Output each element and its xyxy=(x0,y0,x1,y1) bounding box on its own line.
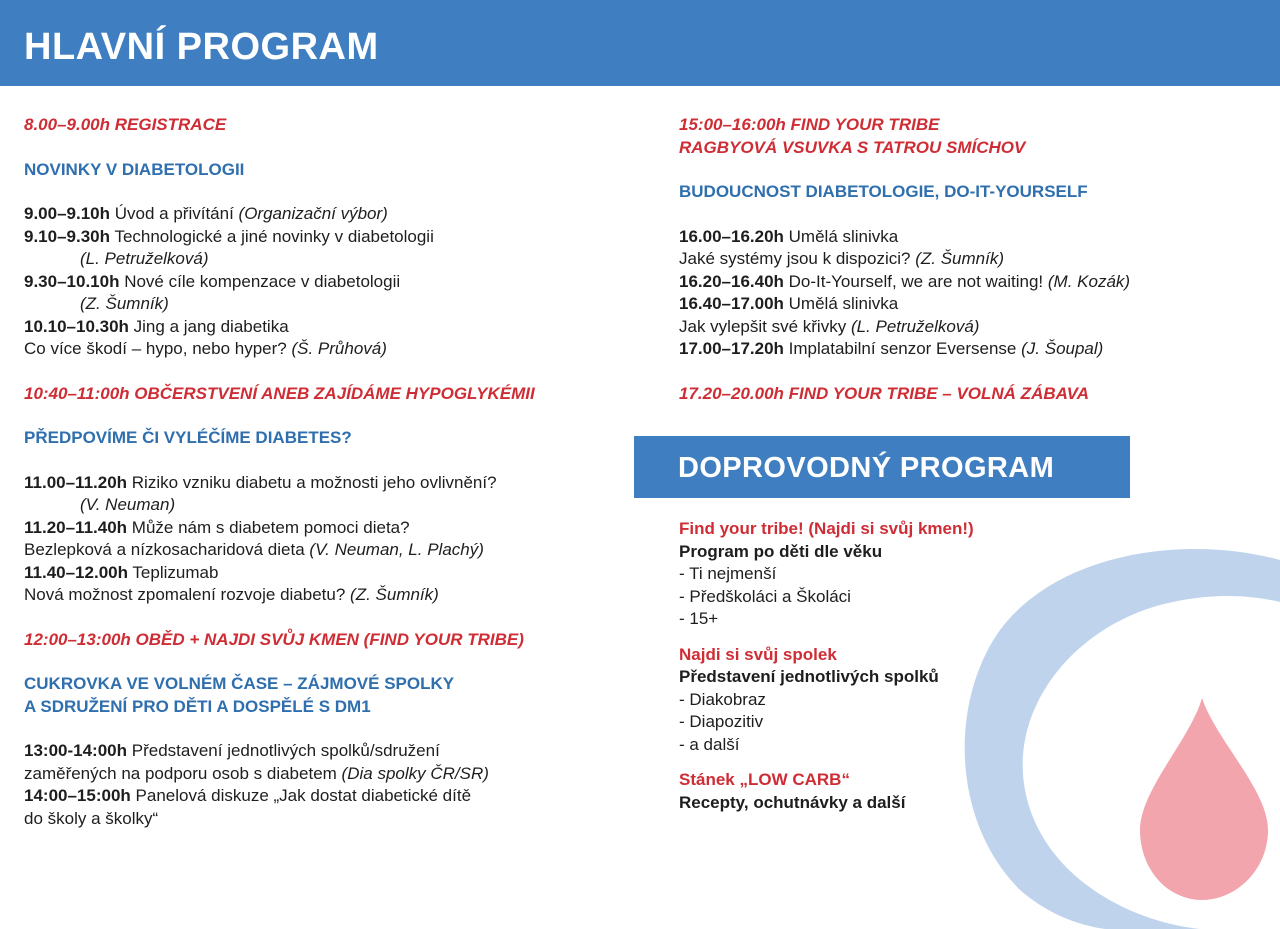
list-item: - 15+ xyxy=(679,609,719,628)
group-title: Najdi si svůj spolek xyxy=(679,644,837,664)
program-item: 10.10–10.30h Jing a jang diabetika xyxy=(24,316,289,336)
header-bar xyxy=(0,0,1280,86)
speaker: (V. Neuman) xyxy=(80,495,176,514)
program-subline: Bezlepková a nízkosacharidová dieta (V. Neuman, L. Plachý) xyxy=(24,540,484,559)
program-subline: do školy a školky“ xyxy=(24,808,159,828)
break-label: 10:40–11:00h OBČERSTVENÍ ANEB ZAJÍDÁME HYPOGLYKÉMII xyxy=(24,383,535,403)
registration-label: 8.00–9.00h REGISTRACE xyxy=(24,115,227,134)
companion-program-list xyxy=(679,518,1079,814)
group-title: Stánek „LOW CARB“ xyxy=(679,770,850,789)
blood-drop-shape xyxy=(1140,698,1268,900)
program-item: 11.40–12.00h Teplizumab xyxy=(24,562,219,582)
program-subline: Jaké systémy jsou k dispozici? (Z. Šumník) xyxy=(679,249,1005,268)
group-subtitle: Představení jednotlivých spolků xyxy=(679,667,939,686)
speaker: (L. Petruželková) xyxy=(80,249,209,268)
program-item: 14:00–15:00h Panelová diskuze „Jak dostat diabetické dítě xyxy=(24,786,472,805)
program-subline: Nová možnost zpomalení rozvoje diabetu? (Z. Šumník) xyxy=(24,585,439,604)
program-item: 16.20–16.40h Do-It-Yourself, we are not waiting! (M. Kozák) xyxy=(679,271,1131,291)
group-title: Find your tribe! (Najdi si svůj kmen!) xyxy=(679,519,974,538)
tribe-label-2: RAGBYOVÁ VSUVKA S TATROU SMÍCHOV xyxy=(679,137,1026,157)
program-item: 16.00–16.20h Umělá slinivka xyxy=(679,226,899,246)
page-title: HLAVNÍ PROGRAM xyxy=(24,26,379,68)
right-column xyxy=(679,114,1269,405)
section-title-budoucnost: BUDOUCNOST DIABETOLOGIE, DO-IT-YOURSELF xyxy=(679,182,1088,201)
list-item: - Diakobraz xyxy=(679,689,766,709)
left-column xyxy=(24,114,624,830)
program-item: 16.40–17.00h Umělá slinivka xyxy=(679,294,899,313)
section-title-predpovime: PŘEDPOVÍME ČI VYLÉČÍME DIABETES? xyxy=(24,428,352,447)
program-item: 9.00–9.10h Úvod a přivítání (Organizační výbor) xyxy=(24,204,388,223)
speaker: (Z. Šumník) xyxy=(80,294,169,313)
program-subline: Jak vylepšit své křivky (L. Petruželková) xyxy=(679,316,980,336)
group-subtitle: Program po děti dle věku xyxy=(679,541,883,561)
program-item: 9.30–10.10h Nové cíle kompenzace v diabetologii xyxy=(24,271,401,291)
break-label: 12:00–13:00h OBĚD + NAJDI SVŮJ KMEN (FIND YOUR TRIBE) xyxy=(24,629,524,649)
program-item: 9.10–9.30h Technologické a jiné novinky v diabetologii xyxy=(24,226,434,246)
companion-program-bar xyxy=(634,436,1130,498)
program-item: 13:00-14:00h Představení jednotlivých spolků/sdružení xyxy=(24,741,440,760)
list-item: - Předškoláci a Školáci xyxy=(679,586,851,606)
list-item: - Ti nejmenší xyxy=(679,564,777,583)
tribe-label-1: 15:00–16:00h FIND YOUR TRIBE xyxy=(679,115,940,134)
list-item: - a další xyxy=(679,734,740,754)
program-subline: Co více škodí – hypo, nebo hyper? (Š. Průhová) xyxy=(24,339,387,358)
program-item: 11.00–11.20h Riziko vzniku diabetu a možnosti jeho ovlivnění? xyxy=(24,472,497,492)
program-item: 17.00–17.20h Implatabilní senzor Eversense (J. Šoupal) xyxy=(679,339,1104,358)
section-title-novinky: NOVINKY V DIABETOLOGII xyxy=(24,159,245,179)
list-item: - Diapozitiv xyxy=(679,712,764,731)
group-subtitle: Recepty, ochutnávky a další xyxy=(679,792,906,812)
final-label: 17.20–20.00h FIND YOUR TRIBE – VOLNÁ ZÁBAVA xyxy=(679,383,1089,403)
program-subline: zaměřených na podporu osob s diabetem (Dia spolky ČR/SR) xyxy=(24,763,489,783)
companion-program-title: DOPROVODNÝ PROGRAM xyxy=(678,452,1055,484)
section-title-cukrovka-2: A SDRUŽENÍ PRO DĚTI A DOSPĚLÉ S DM1 xyxy=(24,696,371,716)
section-title-cukrovka-1: CUKROVKA VE VOLNÉM ČASE – ZÁJMOVÉ SPOLKY xyxy=(24,674,455,693)
program-item: 11.20–11.40h Může nám s diabetem pomoci dieta? xyxy=(24,517,410,537)
